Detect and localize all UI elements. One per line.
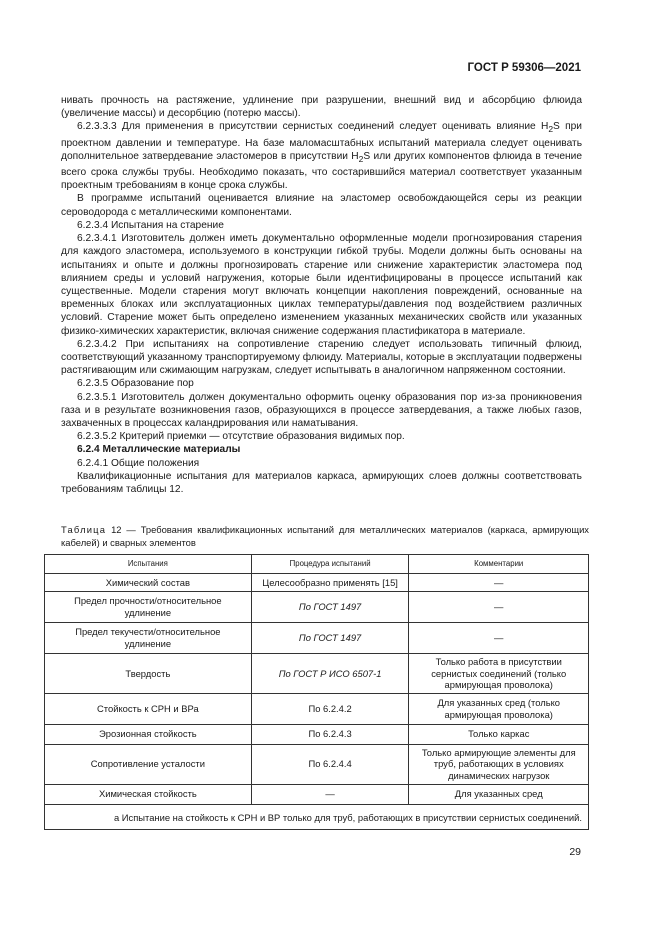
procedure-cell: По ГОСТ 1497 [251, 623, 409, 654]
body-paragraph: 6.2.3.5.2 Критерий приемки — отсутствие образования видимых пор. [77, 431, 405, 443]
comment-cell: Для указанных сред (только армирующая проволока) [409, 693, 589, 724]
test-cell: Химический состав [45, 574, 252, 592]
body-paragraph: 6.2.4.1 Общие положения [77, 457, 200, 469]
table-row [45, 654, 589, 694]
body-paragraph: Квалификационные испытания для материалов каркаса, армирующих слоев должны соответствовать требованиям таблицы 12. [61, 470, 582, 495]
table-row [45, 784, 589, 804]
comment-cell: Только армирующие элементы для труб, работающих в условиях динамических нагрузок [409, 744, 589, 784]
body-paragraph: 6.2.3.4 Испытания на старение [77, 219, 224, 231]
table-title: 12 — Требования квалификационных испытаний для металлических материалов (каркаса, армирующих кабелей) и сварных элементов [61, 524, 589, 548]
table-caption [61, 524, 589, 549]
procedure-cell: По 6.2.4.3 [251, 724, 409, 744]
table-label: Таблица [61, 524, 107, 535]
document-number: ГОСТ Р 59306—2021 [467, 62, 581, 74]
procedure-cell: По 6.2.4.4 [251, 744, 409, 784]
body-paragraph: нивать прочность на растяжение, удлинение при разрушении, внешний вид и абсорбцию флюида (увеличение массы) и десорбцию (потерю массы). [61, 95, 582, 120]
procedure-cell: По ГОСТ Р ИСО 6507-1 [251, 654, 409, 694]
requirements-table [44, 554, 589, 830]
comment-cell: Только работа в присутствии сернистых соединений (только армирующая проволока) [409, 654, 589, 694]
test-cell: Химическая стойкость [45, 784, 252, 804]
test-cell: Предел текучести/относительное удлинение [45, 623, 252, 654]
table-row [45, 574, 589, 592]
table-row [45, 623, 589, 654]
column-header: Испытания [45, 555, 252, 574]
table-row [45, 693, 589, 724]
comment-cell: Только каркас [409, 724, 589, 744]
table-header-row [45, 555, 589, 574]
table-row [45, 744, 589, 784]
comment-cell: — [409, 592, 589, 623]
body-paragraph: 6.2.3.5.1 Изготовитель должен документально оформить оценку образования пор из-за проникновения газа и в результате возникновения газов, образующихся в процессе затвердевания, а также любых газов, захваченных в процессах каландрирования или наматывания. [61, 391, 582, 429]
test-cell: Эрозионная стойкость [45, 724, 252, 744]
test-cell: Предел прочности/относительное удлинение [45, 592, 252, 623]
body-paragraph: 6.2.3.4.1 Изготовитель должен иметь документально оформленные модели прогнозирования старения для каждого эластомера, используемого в конструкции гибкой трубы. Модели должны быть основаны на испытаниях и опыте и должны прогнозировать старение или снижение характеристик эластомера под влиянием среды и условий нагружения, которые были идентифицированы в процессе испытаний как существенные. Модели старения могут включать концепции накопления повреждений, основанные на временных блоках или эксплуатационных циклах температуры/давления под воздействием различных условий. Старение может быть определено изменением указанных механических свойств или указанных физико-химических характеристик, включая снижение содержания пластификатора в материале. [61, 233, 582, 337]
body-paragraph: 6.2.4 Металлические материалы [77, 444, 241, 456]
comment-cell: — [409, 574, 589, 592]
table-footnote-row [45, 804, 589, 830]
table-row [45, 724, 589, 744]
body-paragraph: В программе испытаний оценивается влияние на эластомер освобождающейся серы из реакции сероводорода с металлическими компонентами. [61, 193, 582, 218]
column-header: Процедура испытаний [251, 555, 409, 574]
body-paragraph: 6.2.3.3.3 Для применения в присутствии сернистых соединений следует оценивать влияние $H_2S$ при проектном давлении и температуре. На базе маломасштабных испытаний материала следует оценивать дополнительное затвердевание эластомеров в присутствии $H_2S$ или других компонентов флюида в течение всего срока службы трубы. Необходимо показать, что состарившийся материал соответствует указанным проектным требованиям в конце срока службы. [61, 121, 582, 192]
procedure-cell: По 6.2.4.2 [251, 693, 409, 724]
body-paragraph: 6.2.3.5 Образование пор [77, 378, 194, 390]
test-cell: Сопротивление усталости [45, 744, 252, 784]
page-number: 29 [569, 846, 581, 858]
body-paragraph: 6.2.3.4.2 При испытаниях на сопротивление старению следует использовать типичный флюид, соответствующий указанному транспортируемому флюиду. Материалы, которые в эксплуатации подвержены растягивающим или сжимающим нагрузкам, следует испытывать в аналогичном напряженном состоянии. [61, 338, 582, 377]
comment-cell: — [409, 623, 589, 654]
table-footnote: а Испытание на стойкость к СРН и ВР только для труб, работающих в присутствии сернистых соединений. [45, 804, 589, 830]
column-header: Комментарии [409, 555, 589, 574]
comment-cell: Для указанных сред [409, 784, 589, 804]
test-cell: Твердость [45, 654, 252, 694]
procedure-cell: По ГОСТ 1497 [251, 592, 409, 623]
procedure-cell: Целесообразно применять [15] [251, 574, 409, 592]
document-body [61, 94, 582, 496]
test-cell: Стойкость к СРН и ВРа [45, 693, 252, 724]
procedure-cell: — [251, 784, 409, 804]
table-row [45, 592, 589, 623]
